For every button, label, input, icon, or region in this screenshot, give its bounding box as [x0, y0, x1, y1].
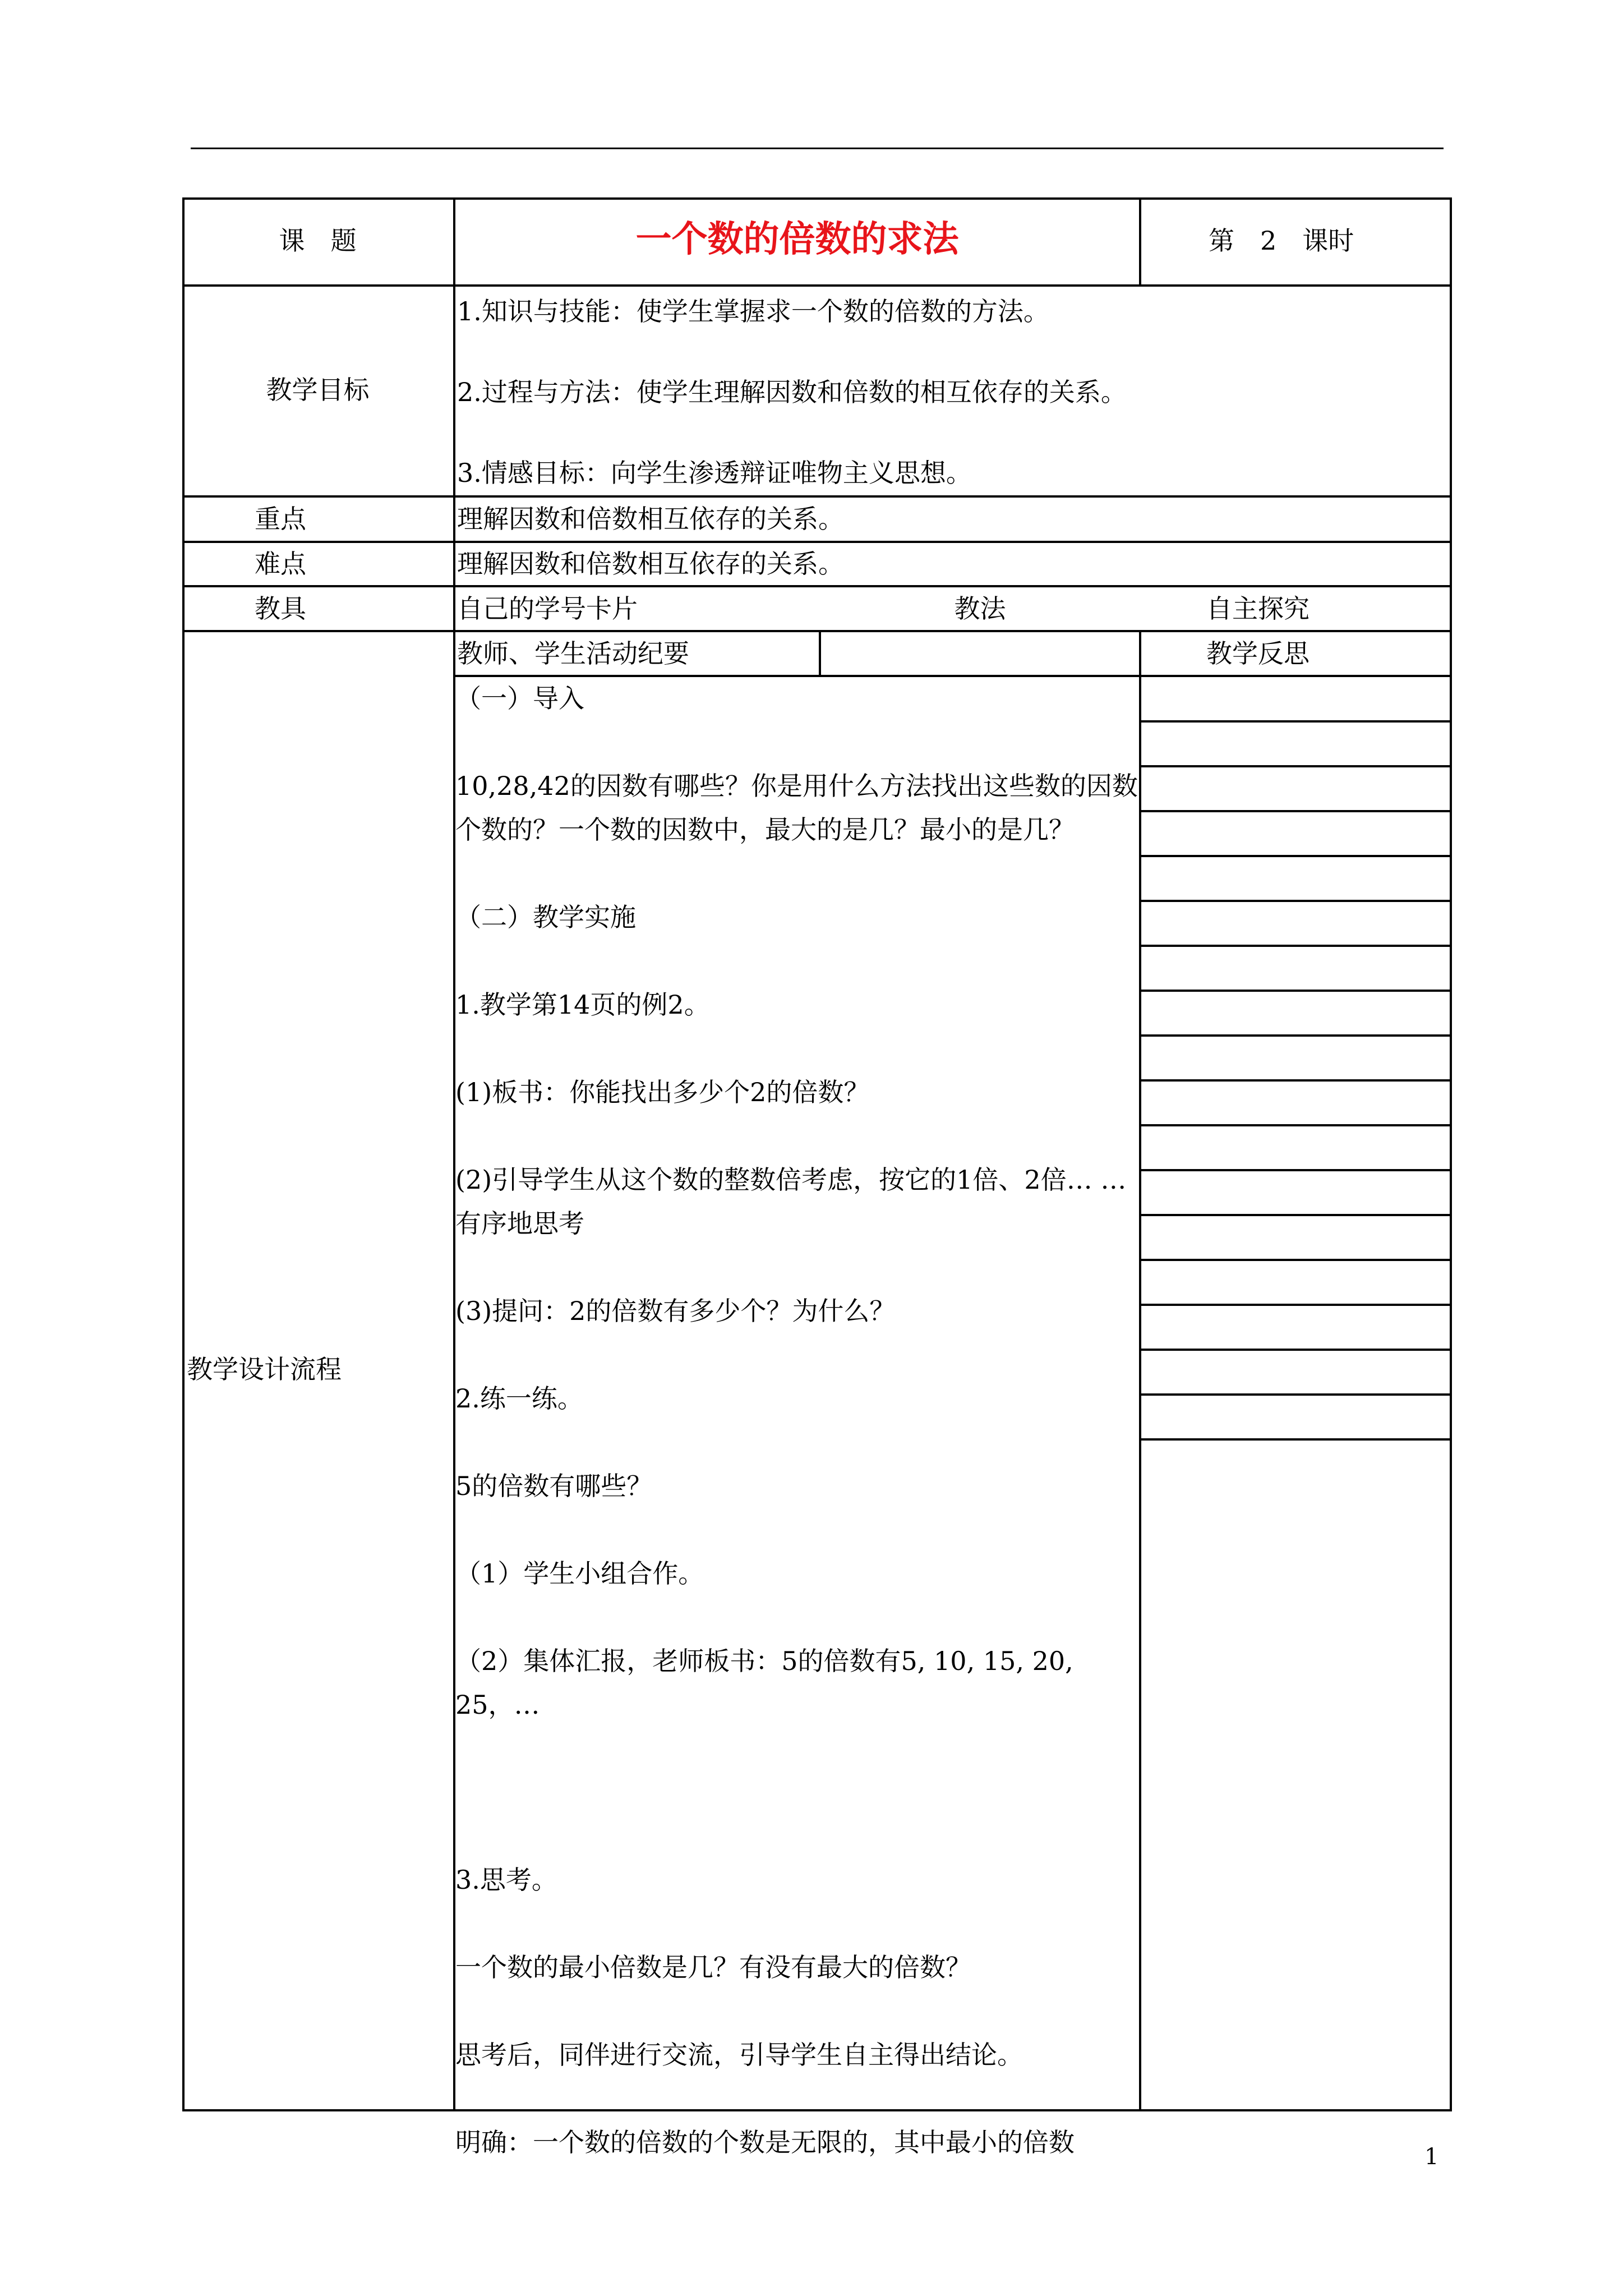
- reflection-rule: [1139, 1034, 1452, 1037]
- activity-line: [455, 939, 1140, 983]
- activity-line: [455, 1595, 1140, 1639]
- reflection-rule: [1139, 900, 1452, 902]
- objective-item: 1.知识与技能：使学生掌握求一个数的倍数的方法。: [457, 296, 1049, 326]
- activity-content: [455, 677, 1140, 2164]
- activity-line: 1.教学第14页的例2。: [455, 990, 710, 1020]
- lesson-plan-table: [182, 197, 1452, 2157]
- activity-line: [455, 1727, 1140, 1770]
- table-border-top: [182, 197, 1452, 200]
- activity-line: [455, 1333, 1140, 1377]
- activity-line: (1)板书：你能找出多少个2的倍数？: [455, 1077, 870, 1107]
- reflection-rule: [1139, 1079, 1452, 1082]
- table-border-left: [182, 197, 185, 2111]
- reflection-rule: [1139, 1438, 1452, 1441]
- activity-line: [455, 2077, 1140, 2120]
- reflection-column-header: 教学反思: [1206, 638, 1310, 669]
- difficulty-text: 理解因数和倍数相互依存的关系。: [457, 549, 844, 579]
- activity-column-header: 教师、学生活动纪要: [457, 638, 689, 669]
- activity-line: （二）教学实施: [455, 902, 636, 932]
- activity-line: [455, 720, 1140, 764]
- key-point-label: 重点: [255, 504, 306, 534]
- reflection-rule: [1139, 810, 1452, 812]
- reflection-rule: [1139, 1214, 1452, 1216]
- activity-line: [455, 1508, 1140, 1552]
- activity-line: (3)提问：2的倍数有多少个？为什么？: [455, 1296, 896, 1326]
- activity-line: [455, 1814, 1140, 1858]
- activity-line: [455, 1114, 1140, 1158]
- reflection-rule: [1139, 1349, 1452, 1351]
- row-divider: [182, 284, 1452, 287]
- column-divider: [1139, 197, 1141, 286]
- activity-line: （一）导入: [455, 683, 584, 714]
- objective-item: 3.情感目标：向学生渗透辩证唯物主义思想。: [457, 458, 972, 488]
- reflection-rule: [1139, 720, 1452, 723]
- activity-line: 一个数的最小倍数是几？有没有最大的倍数？: [455, 1952, 971, 1982]
- reflection-rule: [1139, 855, 1452, 857]
- activity-line: [455, 1770, 1140, 1814]
- header-rule: [191, 148, 1444, 149]
- difficulty-label: 难点: [255, 549, 306, 579]
- objective-item: 2.过程与方法：使学生理解因数和倍数的相互依存的关系。: [457, 377, 1127, 407]
- activity-line: [455, 1245, 1140, 1289]
- reflection-rule: [1139, 1393, 1452, 1396]
- method-label: 教法: [954, 593, 1006, 624]
- activity-line: [455, 1989, 1140, 2033]
- activity-line: 10,28,42的因数有哪些？你是用什么方法找出这些数的因数个数的？一个数的因数中，最大的是几？最小的是几？: [455, 771, 1138, 845]
- reflection-rule: [1139, 1169, 1452, 1171]
- subject-label: 课 题: [279, 226, 357, 256]
- activity-line: 3.思考。: [455, 1865, 557, 1895]
- activity-line: (2)引导学生从这个数的整数倍考虑，按它的1倍、2倍… … 有序地思考: [455, 1165, 1127, 1239]
- tools-label: 教具: [255, 593, 306, 624]
- activity-line: [455, 1902, 1140, 1945]
- reflection-rule: [1139, 945, 1452, 947]
- reflection-rule: [1139, 1304, 1452, 1306]
- lesson-title: 一个数的倍数的求法: [635, 218, 959, 260]
- objectives-label: 教学目标: [266, 375, 370, 405]
- activity-line: 明确：一个数的倍数的个数是无限的，其中最小的倍数: [455, 2127, 1075, 2157]
- activity-line: [455, 1420, 1140, 1464]
- reflection-rule: [1139, 990, 1452, 992]
- reflection-rule: [1139, 1259, 1452, 1261]
- activity-line: 5的倍数有哪些？: [455, 1471, 653, 1501]
- activity-line: （1）学生小组合作。: [455, 1558, 704, 1589]
- tools-text: 自己的学号卡片: [457, 593, 638, 624]
- reflection-rule: [1139, 765, 1452, 767]
- table-border-right: [1450, 197, 1452, 2111]
- page-number: 1: [1424, 2144, 1439, 2170]
- activity-line: [455, 852, 1140, 895]
- activity-line: [455, 1027, 1140, 1070]
- activity-line: 2.练一练。: [455, 1383, 583, 1414]
- activity-line: 思考后，同伴进行交流，引导学生自主得出结论。: [455, 2040, 1023, 2070]
- activity-line: （2）集体汇报，老师板书：5的倍数有5, 10, 15, 20, 25，…: [455, 1646, 1073, 1720]
- process-label: 教学设计流程: [187, 1354, 342, 1384]
- reflection-rule: [1139, 1124, 1452, 1126]
- method-text: 自主探究: [1206, 593, 1310, 624]
- key-point-text: 理解因数和倍数相互依存的关系。: [457, 504, 844, 534]
- lesson-number: 第 2 课时: [1209, 226, 1354, 256]
- column-divider: [819, 630, 821, 676]
